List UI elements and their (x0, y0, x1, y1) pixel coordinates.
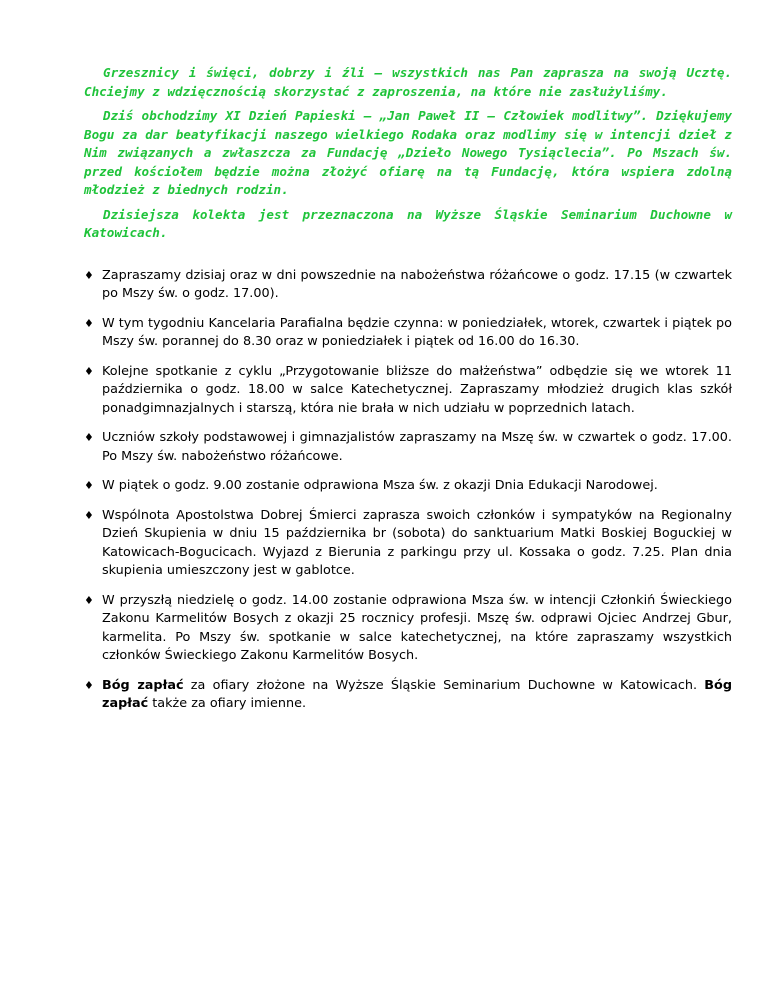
thanks-bold-1: Bóg zapłać (102, 677, 184, 693)
intro-paragraph-2: Dziś obchodzimy XI Dzień Papieski – „Jan Paweł II – Człowiek modlitwy”. Dziękujemy Bogu za dar beatyfikacji naszego wielkiego Rodaka oraz modlimy się w intencji dzieł z Nim związanych a zwłaszcza za Fundację „Dzieło Nowego Tysiąclecia”. Po Mszach św. przed kościołem będzie można złożyć ofiarę na tą Fundację, która wspiera zdolną młodzież z biednych rodzin. (84, 108, 732, 197)
list-item (84, 315, 732, 352)
thanks-bold-2: Bóg zapłać (102, 677, 732, 711)
diamond-bullet-icon: ♦ (84, 593, 94, 607)
diamond-bullet-icon: ♦ (84, 431, 94, 444)
diamond-bullet-icon: ♦ (84, 316, 94, 330)
list-item (84, 267, 732, 304)
announcement-text: Kolejne spotkanie z cyklu „Przygotowanie bliższe do małżeństwa” odbędzie się we wtorek 11 października o godz. 18.00 w salce Katechetycznej. Zapraszamy młodzież drugich klas szkół ponadgimnazjalnych i starszą, która nie brała w nich udziału w poprzednich latach. (102, 363, 732, 416)
thanks-text-2: także za ofiary imienne. (148, 696, 307, 711)
announcement-text: Wspólnota Apostolstwa Dobrej Śmierci zaprasza swoich członków i sympatyków na Regionalny Dzień Skupienia w dniu 15 października br (sobota) do sanktuarium Matki Boskiej Boguckiej w Katowicach-Bogucicach. Wyjazd z Bierunia z parkingu przy ul. Kossaka o godz. 7.25. Plan dnia skupienia umieszczony jest w gablotce. (102, 507, 732, 578)
announcement-text: Zapraszamy dzisiaj oraz w dni powszednie na nabożeństwa różańcowe o godz. 17.15 (w czwartek po Mszy św. o godz. 17.00). (102, 267, 732, 301)
list-item (84, 363, 732, 419)
diamond-bullet-icon: ♦ (84, 678, 94, 692)
diamond-bullet-icon: ♦ (84, 364, 94, 378)
announcement-text: Uczniów szkoły podstawowej i gimnazjalistów zapraszamy na Mszę św. w czwartek o godz. 17.00. Po Mszy św. nabożeństwo różańcowe. (102, 430, 732, 464)
document-page (84, 64, 732, 725)
diamond-bullet-icon: ♦ (84, 268, 94, 282)
intro-paragraph-1: Grzesznicy i święci, dobrzy i źli – wszystkich nas Pan zaprasza na swoją Ucztę. Chciejmy z wdzięcznością skorzystać z zaproszenia, na które nie zasłużyliśmy. (84, 65, 732, 99)
list-item (84, 677, 732, 714)
thanks-text-1: za ofiary złożone na Wyższe Śląskie Seminarium Duchowne w Katowicach. (183, 677, 705, 693)
diamond-bullet-icon: ♦ (84, 479, 94, 492)
announcement-text: W przyszłą niedzielę o godz. 14.00 zostanie odprawiona Msza św. w intencji Członkiń Świeckiego Zakonu Karmelitów Bosych z okazji 25 rocznicy profesji. Mszę św. odprawi Ojciec Andrzej Gbur, karmelita. Po Mszy św. spotkanie w salce katechetycznej, na które zapraszamy wszystkich członków Świeckiego Zakonu Karmelitów Bosych. (102, 592, 732, 663)
announcement-list (84, 267, 732, 714)
diamond-bullet-icon: ♦ (84, 508, 94, 522)
list-item (84, 507, 732, 581)
announcement-text: W piątek o godz. 9.00 zostanie odprawiona Msza św. z okazji Dnia Edukacji Narodowej. (102, 478, 658, 493)
intro-paragraph-3: Dzisiejsza kolekta jest przeznaczona na Wyższe Śląskie Seminarium Duchowne w Katowicach. (84, 206, 732, 240)
list-item (84, 592, 732, 666)
announcement-text: W tym tygodniu Kancelaria Parafialna będzie czynna: w poniedziałek, wtorek, czwartek i piątek po Mszy św. porannej do 8.30 oraz w poniedziałek i piątek od 16.00 do 16.30. (102, 315, 732, 349)
intro-block (84, 64, 732, 243)
list-item (84, 429, 732, 466)
list-item (84, 477, 732, 496)
